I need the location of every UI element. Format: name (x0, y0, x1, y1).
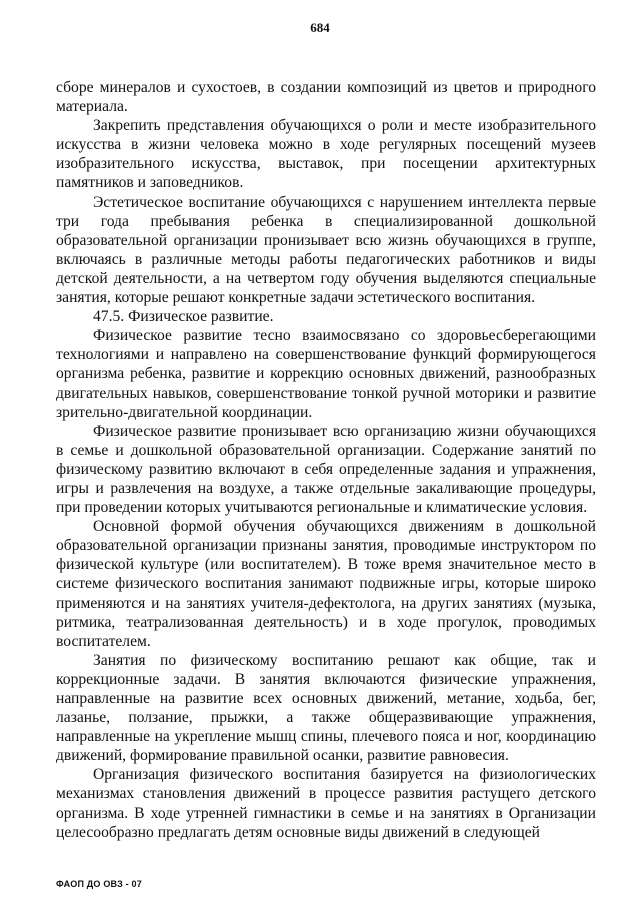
paragraph: Эстетическое воспитание обучающихся с нарушением интеллекта первые три года пребывания ребенка в специализированной дошкольной образовательной организации пронизывает всю жизнь обучающихся в группе, включаясь в различные методы работы педагогических работников и виды детской деятельности, а на четвертом году обучения выделяются специальные занятия, которые решают конкретные задачи эстетического воспитания. (56, 193, 596, 307)
paragraph-continuation: сборе минералов и сухостоев, в создании композиций из цветов и природного материала. (56, 79, 596, 116)
paragraph: Организация физического воспитания базируется на физиологических механизмах становления движений в процессе развития растущего детского организма. В ходе утренней гимнастики в семье и на занятиях в Организации целесообразно предлагать детям основные виды движений в следующей (56, 766, 596, 841)
paragraph: Занятия по физическому воспитанию решают как общие, так и коррекционные задачи. В занятия включаются физические упражнения, направленные на развитие всех основных движений, метание, ходьба, бег, лазанье, ползание, прыжки, а также общеразвивающие упражнения, направленные на укрепление мышц спины, плечевого пояса и ног, координацию движений, формирование правильной осанки, развитие равновесия. (56, 651, 596, 765)
paragraph: Физическое развитие пронизывает всю организацию жизни обучающихся в семье и дошкольной образовательной организации. Содержание занятий по физическому развитию включают в себя определенные задания и упражнения, игры и развлечения на воздухе, а также отдельные закаливающие процедуры, при проведении которых учитываются региональные и климатические условия. (56, 422, 596, 517)
paragraph: Закрепить представления обучающихся о роли и месте изобразительного искусства в жизни человека можно в ходе регулярных посещений музеев изобразительного искусства, выставок, при посещении архитектурных памятников и заповедников. (56, 117, 596, 192)
paragraph: Физическое развитие тесно взаимосвязано со здоровьесберегающими технологиями и направлено на совершенствование функций формирующегося организма ребенка, развитие и коррекцию основных движений, разнообразных двигательных навыков, совершенствование тонкой ручной моторики и развитие зрительно-двигательной координации. (56, 327, 596, 421)
body-text (56, 78, 596, 842)
section-heading: 47.5. Физическое развитие. (93, 308, 274, 326)
page-footer: ФАОП ДО ОВЗ - 07 (56, 879, 142, 889)
paragraph: Основной формой обучения обучающихся движениям в дошкольной образовательной организации признаны занятия, проводимые инструктором по физической культуре (или воспитателем). В тоже время значительное место в системе физического воспитания занимают подвижные игры, которые широко применяются и на занятиях учителя-дефектолога, на других занятиях (музыка, ритмика, театрализованная деятельность) и в ходе прогулок, проводимых воспитателем. (56, 518, 596, 650)
page-number: 684 (310, 20, 330, 35)
